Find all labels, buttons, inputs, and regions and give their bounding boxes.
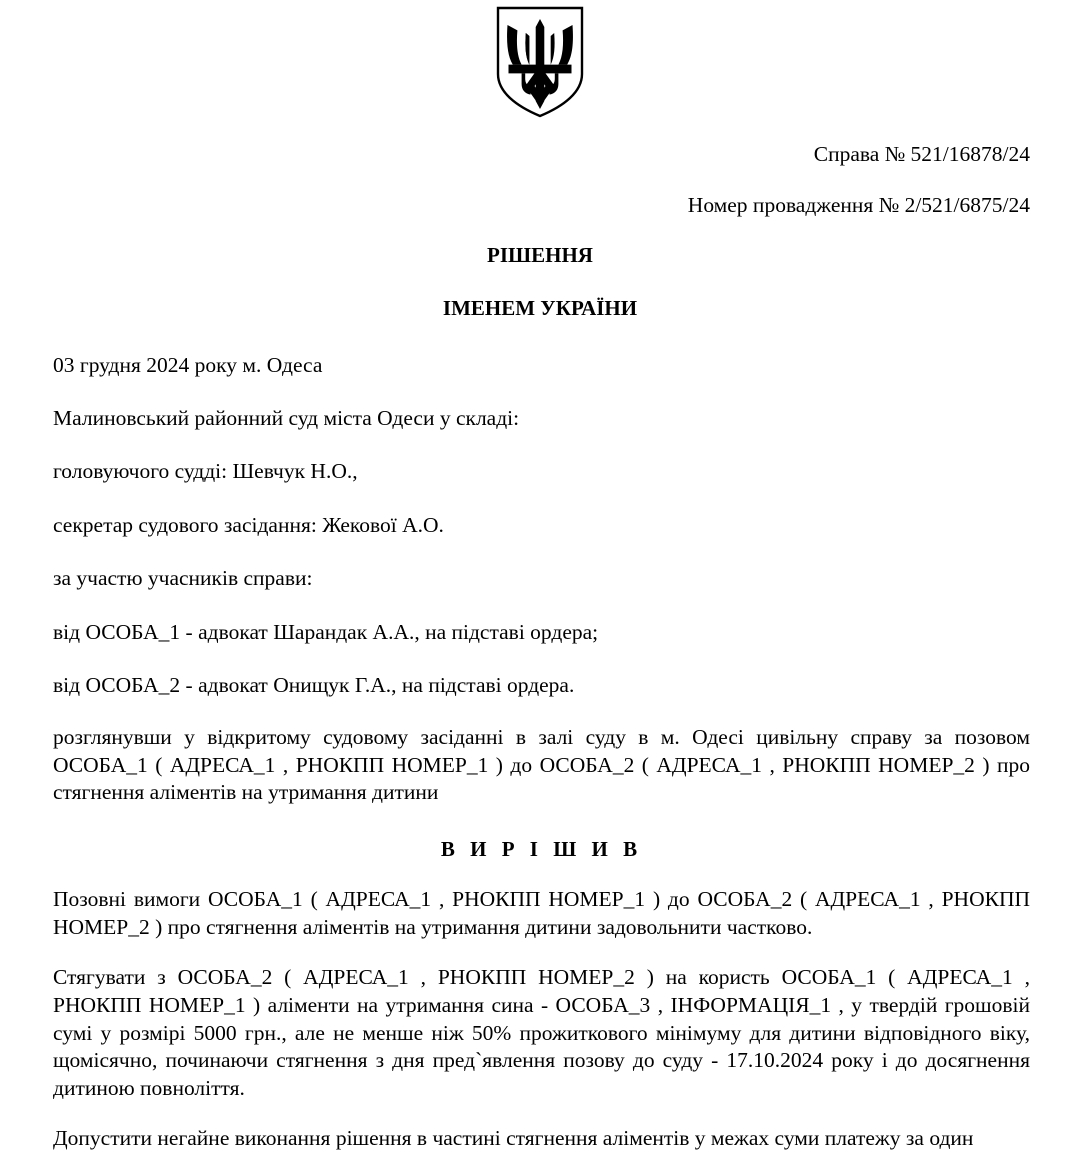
presiding-judge: головуючого судді: Шевчук Н.О., — [53, 459, 358, 484]
ruling-paragraph-3: Допустити негайне виконання рішення в частині стягнення аліментів у межах суми платежу за один — [53, 1126, 974, 1151]
document-body — [0, 351, 1080, 1153]
court-composition: Малиновський районний суд міста Одеси у складі: — [53, 406, 520, 430]
ruling-paragraph-2: Стягувати з ОСОБА_2 ( АДРЕСА_1 , РНОКПП НОМЕР_2 ) на користь ОСОБА_1 ( АДРЕСА_1 , РНОКПП НОМЕР_1 ) аліменти на утримання сина - ОСОБА_3 , ІНФОРМАЦІЯ_1 , у твердій грошовій сумі у розмірі 5000 грн., але не менше ніж 50% прожиткового мінімуму для дитини відповідного віку, щомісячно, починаючи стягнення з дня пред`явлення позову до суду - 17.10.2024 року і до досягнення дитиною повноліття. — [53, 964, 1030, 1101]
emblem-container — [0, 0, 1080, 118]
considered-paragraph: розглянувши у відкритому судовому засіданні в залі суду в м. Одесі цивільну справу за позовом ОСОБА_1 ( АДРЕСА_1 , РНОКПП НОМЕР_1 ) до ОСОБА_2 ( АДРЕСА_1 , РНОКПП НОМЕР_2 ) про стягнення аліментів на утримання дитини — [53, 725, 1030, 805]
date-and-place: 03 грудня 2024 року м. Одеса — [53, 352, 323, 377]
case-identifier-block — [0, 140, 1080, 220]
ukraine-trident-emblem-icon — [494, 6, 586, 118]
document-title-secondary: ІМЕНЕМ УКРАЇНИ — [442, 296, 638, 321]
proceeding-number: Номер провадження № 2/521/6875/24 — [687, 193, 1030, 218]
participants-label: за участю учасників справи: — [53, 566, 313, 591]
court-secretary: секретар судового засідання: Жекової А.О. — [53, 512, 444, 537]
participant-plaintiff-side: від ОСОБА_1 - адвокат Шарандак А.А., на підставі ордера; — [53, 619, 599, 644]
verdict-heading: В И Р І Ш И В — [440, 836, 643, 861]
participant-defendant-side: від ОСОБА_2 - адвокат Онищук Г.А., на підставі ордера. — [53, 672, 575, 697]
document-title-primary: РІШЕННЯ — [487, 243, 593, 268]
ruling-paragraph-1: Позовні вимоги ОСОБА_1 ( АДРЕСА_1 , РНОКПП НОМЕР_1 ) до ОСОБА_2 ( АДРЕСА_1 , РНОКПП НОМЕР_2 ) про стягнення аліментів на утримання дитини задовольнити частково. — [53, 886, 1030, 939]
case-number: Справа № 521/16878/24 — [813, 142, 1030, 166]
